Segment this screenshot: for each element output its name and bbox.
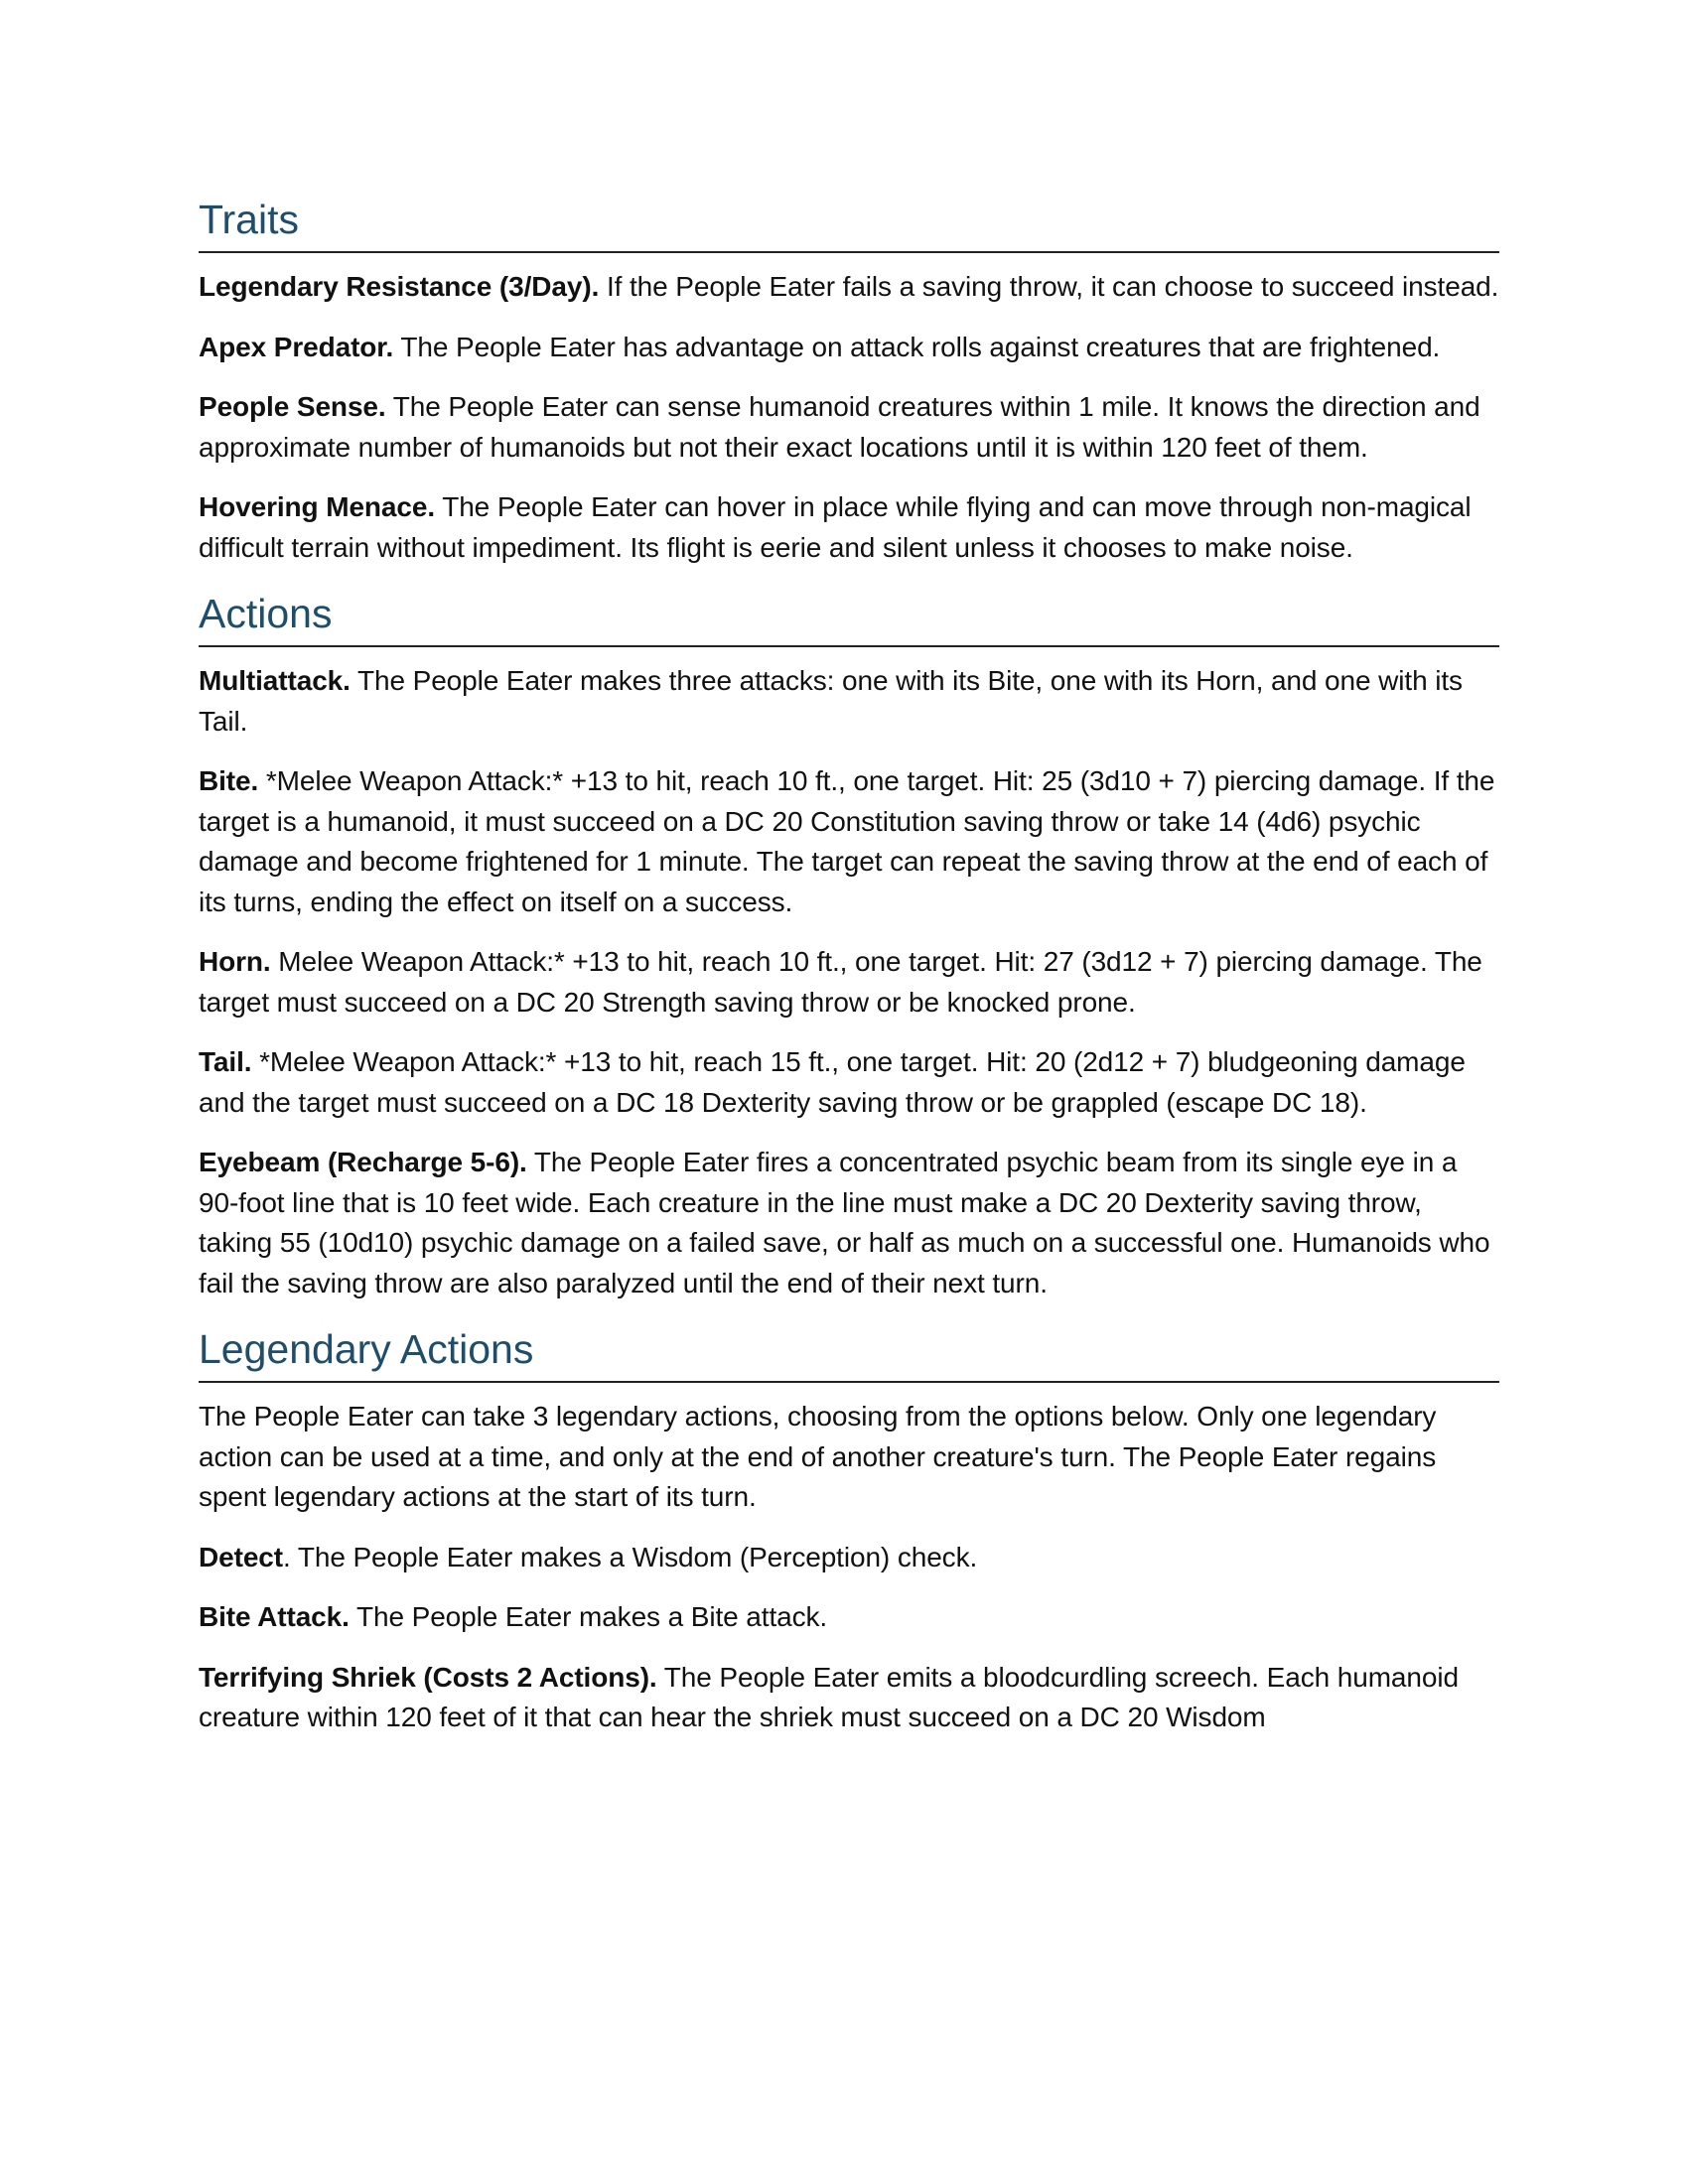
legendary-actions-intro: The People Eater can take 3 legendary actions, choosing from the options below. Only one legendary action can be used at a time, and only at the end of another creature's turn. The People Eater regains spent legendary actions at the start of its turn. bbox=[199, 1401, 1437, 1512]
action-entry bbox=[199, 1042, 1499, 1123]
action-entry bbox=[199, 761, 1499, 922]
trait-name: Hovering Menace. bbox=[199, 491, 436, 522]
action-name: Eyebeam (Recharge 5-6). bbox=[199, 1147, 527, 1177]
trait-text: The People Eater can hover in place while flying and can move through non-magical difficult terrain without impediment. Its flight is eerie and silent unless it chooses to make noise. bbox=[199, 491, 1472, 563]
action-text: *Melee Weapon Attack:* +13 to hit, reach 10 ft., one target. Hit: 25 (3d10 + 7) piercing damage. If the target is a humanoid, it must succeed on a DC 20 Constitution saving throw or take 14 (4d6) psychic damage and become frightened for 1 minute. The target can repeat the saving throw at the end of each of its turns, ending the effect on itself on a success. bbox=[199, 765, 1495, 917]
trait-entry bbox=[199, 387, 1499, 468]
action-text: The People Eater fires a concentrated psychic beam from its single eye in a 90-foot line that is 10 feet wide. Each creature in the line must make a DC 20 Dexterity saving throw, taking 55 (10d10) psychic damage on a failed save, or half as much on a successful one. Humanoids who fail the saving throw are also paralyzed until the end of their next turn. bbox=[199, 1147, 1490, 1298]
action-name: Multiattack. bbox=[199, 665, 351, 696]
traits-section bbox=[199, 194, 1499, 568]
trait-text: If the People Eater fails a saving throw, it can choose to succeed instead. bbox=[599, 271, 1499, 302]
legendary-action-entry bbox=[199, 1658, 1499, 1738]
legendary-action-name: Detect bbox=[199, 1541, 283, 1572]
legendary-action-name: Terrifying Shriek (Costs 2 Actions). bbox=[199, 1661, 657, 1693]
trait-text: The People Eater has advantage on attack rolls against creatures that are frightened. bbox=[393, 331, 1441, 362]
legendary-action-text: The People Eater emits a bloodcurdling screech. Each humanoid creature within 120 feet of it that can hear the shriek must succeed on a DC 20 Wisdom bbox=[199, 1661, 1459, 1732]
legendary-action-entry bbox=[199, 1597, 1499, 1638]
trait-entry bbox=[199, 328, 1499, 368]
document-page bbox=[199, 194, 1499, 1758]
section-heading-actions: Actions bbox=[199, 588, 1499, 647]
trait-entry bbox=[199, 267, 1499, 308]
trait-name: Apex Predator. bbox=[199, 331, 394, 362]
section-heading-traits: Traits bbox=[199, 194, 1499, 253]
trait-entry bbox=[199, 487, 1499, 568]
action-name: Horn. bbox=[199, 946, 271, 977]
legendary-action-text: . The People Eater makes a Wisdom (Perception) check. bbox=[283, 1541, 978, 1572]
action-entry bbox=[199, 942, 1499, 1023]
action-text: The People Eater makes three attacks: one with its Bite, one with its Horn, and one with its Tail. bbox=[199, 665, 1463, 737]
trait-name: People Sense. bbox=[199, 391, 386, 422]
trait-name: Legendary Resistance (3/Day). bbox=[199, 271, 600, 302]
action-name: Tail. bbox=[199, 1046, 252, 1077]
action-text: Melee Weapon Attack:* +13 to hit, reach 10 ft., one target. Hit: 27 (3d12 + 7) piercing damage. The target must succeed on a DC 20 Strength saving throw or be knocked prone. bbox=[199, 946, 1482, 1018]
legendary-action-entry bbox=[199, 1538, 1499, 1578]
action-entry bbox=[199, 661, 1499, 742]
section-heading-legendary-actions: Legendary Actions bbox=[199, 1323, 1499, 1383]
legendary-action-text: The People Eater makes a Bite attack. bbox=[349, 1601, 828, 1632]
action-name: Bite. bbox=[199, 765, 259, 796]
actions-section bbox=[199, 588, 1499, 1303]
action-entry bbox=[199, 1143, 1499, 1303]
legendary-actions-section bbox=[199, 1323, 1499, 1738]
legendary-action-name: Bite Attack. bbox=[199, 1601, 350, 1632]
action-text: *Melee Weapon Attack:* +13 to hit, reach 15 ft., one target. Hit: 20 (2d12 + 7) bludgeoning damage and the target must succeed on a DC 18 Dexterity saving throw or be grappled (escape DC 18). bbox=[199, 1046, 1466, 1118]
trait-text: The People Eater can sense humanoid creatures within 1 mile. It knows the direction and approximate number of humanoids but not their exact locations until it is within 120 feet of them. bbox=[199, 391, 1480, 463]
